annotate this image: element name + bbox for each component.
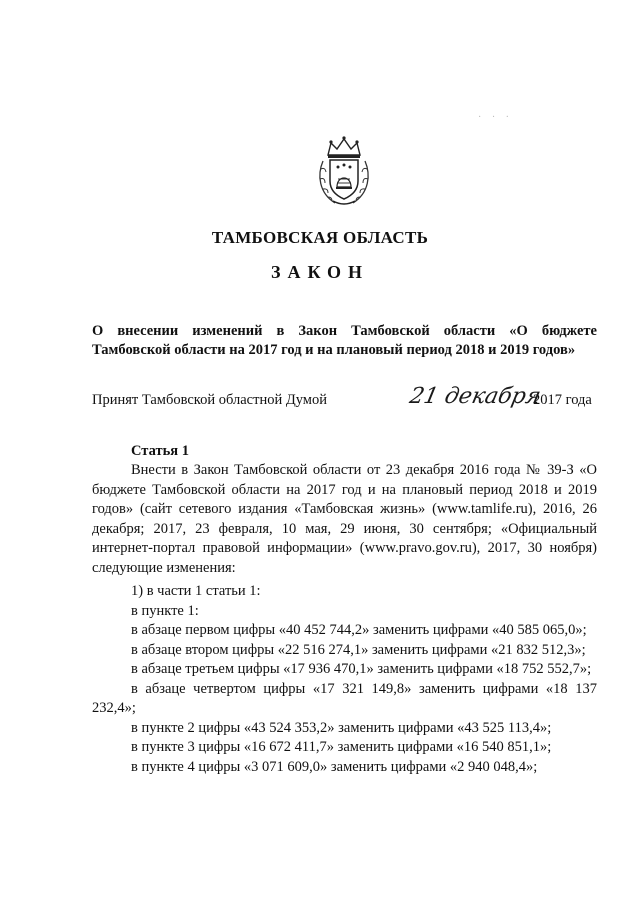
article-title: Статья 1: [131, 443, 189, 459]
amendments-list: [92, 582, 597, 777]
tambov-coat-of-arms-icon: [315, 135, 373, 207]
amendment-item-3: в абзаце третьем цифры «17 936 470,1» заменить цифрами «18 752 552,7»;: [131, 661, 592, 677]
law-title: [92, 322, 597, 360]
adoption-year: 2017 года: [533, 392, 592, 408]
article-intro-paragraph: Внести в Закон Тамбовской области от 23 декабря 2016 года № 39-З «О бюджете Тамбовской области на 2017 год и на плановый период 2018 и 2019 годов» (сайт сетевого издания «Тамбовская жизнь» (www.tamlife.ru), 2016, 26 декабря; 2017, 23 февраля, 10 мая, 29 июня, 30 сентября; «Официальный интернет-портал правовой информации» (www.pravo.gov.ru), 2017, 30 ноября) следующие изменения:: [92, 462, 597, 576]
law-title-line-1: О внесении изменений в Закон Тамбовской области «О бюджете: [92, 323, 597, 339]
amendment-point-2: в пункте 2 цифры «43 524 353,2» заменить цифрами «43 525 113,4»;: [131, 719, 552, 736]
amendment-point-4: в пункте 4 цифры «3 071 609,0» заменить цифрами «2 940 048,4»;: [131, 758, 538, 775]
article-intro-block: [92, 461, 597, 578]
amendment-item-4: в абзаце четвертом цифры «17 321 149,8» заменить цифрами «18 137 232,4»;: [92, 680, 597, 716]
amendment-part: 1) в части 1 статьи 1:: [131, 583, 261, 599]
scan-artifact: · · ·: [478, 112, 513, 123]
amendment-point-1: в пункте 1:: [131, 602, 199, 619]
law-title-line-2: Тамбовской области на 2017 год и на плановый период 2018 и 2019 годов»: [92, 342, 576, 358]
amendment-item-2: в абзаце втором цифры «22 516 274,1» заменить цифрами «21 832 512,3»;: [131, 641, 586, 658]
adopted-by-text: Принят Тамбовской областной Думой: [92, 392, 327, 408]
amendment-point-3: в пункте 3 цифры «16 672 411,7» заменить цифрами «16 540 851,1»;: [131, 739, 552, 755]
amendment-item-1: в абзаце первом цифры «40 452 744,2» заменить цифрами «40 585 065,0»;: [131, 622, 587, 638]
handwritten-date: 21 декабря: [407, 384, 543, 409]
document-type-heading: ЗАКОН: [270, 262, 370, 282]
region-heading: ТАМБОВСКАЯ ОБЛАСТЬ: [211, 228, 429, 247]
